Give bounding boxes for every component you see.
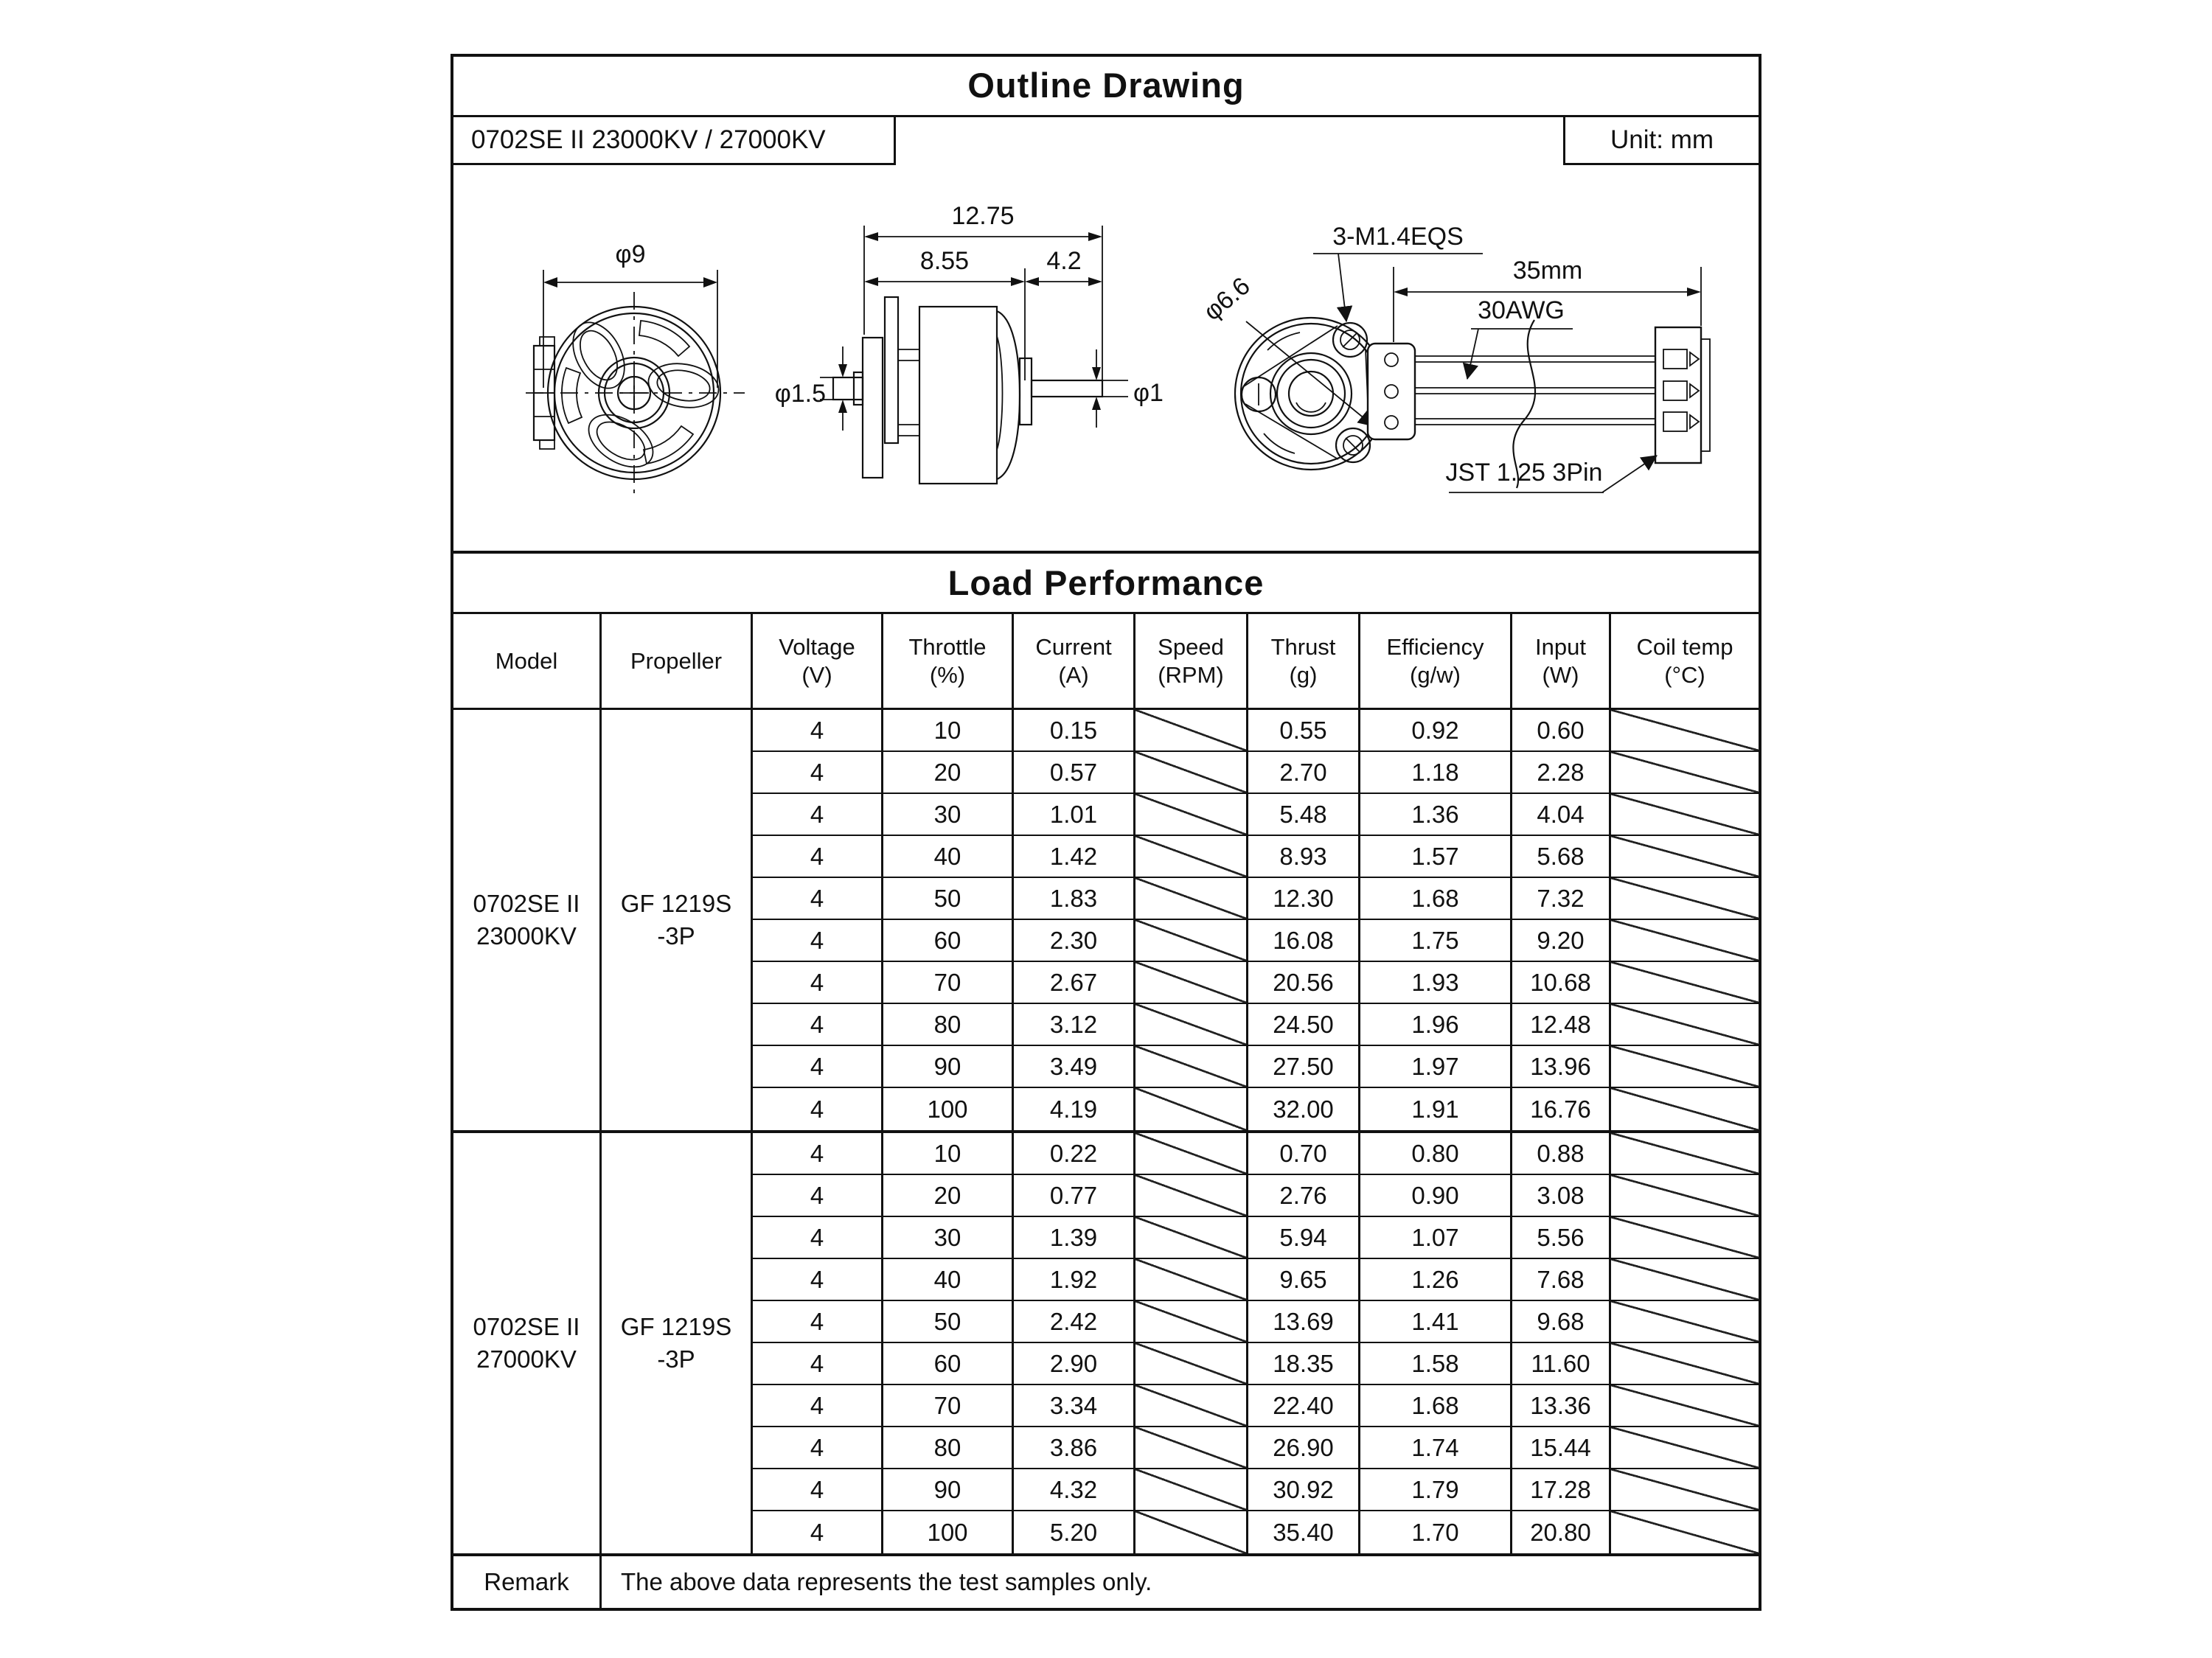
table-cell: 0.92	[1360, 710, 1512, 752]
remark-row	[453, 1556, 1759, 1608]
table-cell: 0.70	[1248, 1133, 1360, 1175]
table-cell: 4	[753, 710, 883, 752]
table-cell: 5.48	[1248, 794, 1360, 836]
motor-outline-drawing	[453, 165, 1759, 551]
table-cell: 4	[753, 878, 883, 920]
table-cell: 9.65	[1248, 1259, 1360, 1301]
table-cell: 13.69	[1248, 1301, 1360, 1343]
table-cell	[1611, 962, 1759, 1004]
table-cell: 1.41	[1360, 1301, 1512, 1343]
table-cell: 3.49	[1014, 1046, 1135, 1088]
model-group	[453, 1133, 1759, 1556]
table-cell: 1.57	[1360, 836, 1512, 878]
outline-drawing-section	[453, 117, 1759, 551]
front-view	[526, 240, 745, 497]
table-cell: 20.56	[1248, 962, 1360, 1004]
table-cell: 1.68	[1360, 1385, 1512, 1427]
table-cell: 2.76	[1248, 1175, 1360, 1217]
table-cell: 0.15	[1014, 710, 1135, 752]
table-cell: 50	[883, 878, 1014, 920]
table-cell	[1611, 836, 1759, 878]
table-cell: 100	[883, 1511, 1014, 1553]
table-cell	[1135, 878, 1248, 920]
table-cell: 1.39	[1014, 1217, 1135, 1259]
table-cell: 4	[753, 1046, 883, 1088]
table-cell: 4	[753, 962, 883, 1004]
boss-dia-label: φ6.6	[1198, 271, 1256, 327]
table-cell: 1.70	[1360, 1511, 1512, 1553]
table-cell: 20	[883, 1175, 1014, 1217]
table-cell	[1611, 920, 1759, 962]
table-cell: 10	[883, 1133, 1014, 1175]
table-cell: 4	[753, 1343, 883, 1385]
table-cell	[1135, 1301, 1248, 1343]
model-group	[453, 710, 1759, 1133]
table-cell	[1611, 1133, 1759, 1175]
load-performance-title: Load Performance	[453, 551, 1759, 614]
table-cell: 100	[883, 1088, 1014, 1130]
table-cell: 1.83	[1014, 878, 1135, 920]
col-header-coil-temp: Coil temp (°C)	[1636, 633, 1733, 688]
table-cell: 4	[753, 794, 883, 836]
col-header-voltage: Voltage (V)	[753, 614, 883, 708]
table-cell: 13.36	[1512, 1385, 1611, 1427]
table-cell: 7.32	[1512, 878, 1611, 920]
model-cell-line: 0702SE II	[473, 890, 580, 917]
remark-label: Remark	[453, 1556, 602, 1608]
propeller-cell	[602, 710, 753, 1130]
table-cell: 1.96	[1360, 1004, 1512, 1046]
table-cell	[1135, 1217, 1248, 1259]
dim-front-diameter: φ9	[615, 240, 646, 268]
table-cell: 90	[883, 1046, 1014, 1088]
table-cell	[1135, 1175, 1248, 1217]
model-cell-line: 0702SE II	[473, 1313, 580, 1340]
table-cell: 1.93	[1360, 962, 1512, 1004]
table-cell: 4	[753, 1511, 883, 1553]
table-cell: 1.36	[1360, 794, 1512, 836]
table-cell: 2.67	[1014, 962, 1135, 1004]
table-cell	[1135, 1259, 1248, 1301]
table-cell: 70	[883, 1385, 1014, 1427]
propeller-cell	[602, 1133, 753, 1553]
table-cell: 4	[753, 1133, 883, 1175]
table-cell: 1.97	[1360, 1046, 1512, 1088]
table-cell: 0.60	[1512, 710, 1611, 752]
propeller-cell-line: -3P	[657, 922, 695, 950]
table-cell: 1.68	[1360, 878, 1512, 920]
datasheet	[451, 54, 1761, 1611]
table-cell: 1.74	[1360, 1427, 1512, 1469]
model-variant-label: 0702SE II 23000KV / 27000KV	[453, 117, 896, 165]
table-cell	[1611, 1469, 1759, 1511]
table-cell: 13.96	[1512, 1046, 1611, 1088]
table-cell	[1611, 794, 1759, 836]
table-cell: 5.20	[1014, 1511, 1135, 1553]
table-cell: 20.80	[1512, 1511, 1611, 1553]
propeller-cell-line: GF 1219S	[620, 890, 732, 917]
dim-rear-shaft-length: 4.2	[1046, 247, 1082, 275]
table-cell: 3.08	[1512, 1175, 1611, 1217]
table-cell: 80	[883, 1004, 1014, 1046]
wire-gauge-label: 30AWG	[1478, 296, 1565, 324]
table-cell: 3.86	[1014, 1427, 1135, 1469]
propeller-cell-line: GF 1219S	[620, 1313, 732, 1340]
table-cell: 0.80	[1360, 1133, 1512, 1175]
table-cell: 2.70	[1248, 752, 1360, 794]
table-cell: 22.40	[1248, 1385, 1360, 1427]
table-cell: 3.34	[1014, 1385, 1135, 1427]
table-cell	[1611, 1301, 1759, 1343]
table-cell	[1611, 1385, 1759, 1427]
model-cell	[453, 710, 602, 1130]
table-cell: 4	[753, 1217, 883, 1259]
table-cell	[1611, 710, 1759, 752]
table-cell	[1135, 1469, 1248, 1511]
col-header-efficiency: Efficiency (g/w)	[1360, 614, 1512, 708]
table-cell	[1135, 1511, 1248, 1553]
table-cell	[1135, 1046, 1248, 1088]
col-header-model: Model	[453, 614, 602, 708]
table-cell: 1.79	[1360, 1469, 1512, 1511]
table-cell	[1611, 1343, 1759, 1385]
table-cell	[1135, 710, 1248, 752]
table-cell	[1135, 1385, 1248, 1427]
unit-label: Unit: mm	[1563, 117, 1759, 165]
col-header-propeller: Propeller	[602, 614, 753, 708]
dim-rear-shaft-dia: φ1	[1133, 379, 1164, 407]
table-cell: 16.76	[1512, 1088, 1611, 1130]
dim-body-length: 8.55	[919, 247, 970, 275]
table-cell: 40	[883, 1259, 1014, 1301]
table-cell: 17.28	[1512, 1469, 1611, 1511]
table-cell: 4.32	[1014, 1469, 1135, 1511]
table-cell: 18.35	[1248, 1343, 1360, 1385]
table-cell: 16.08	[1248, 920, 1360, 962]
table-cell: 1.26	[1360, 1259, 1512, 1301]
table-cell	[1135, 836, 1248, 878]
table-cell: 5.56	[1512, 1217, 1611, 1259]
table-cell: 4	[753, 1175, 883, 1217]
table-cell: 15.44	[1512, 1427, 1611, 1469]
table-cell	[1611, 1175, 1759, 1217]
table-cell: 1.92	[1014, 1259, 1135, 1301]
table-cell: 5.94	[1248, 1217, 1360, 1259]
table-cell: 4	[753, 1469, 883, 1511]
table-cell: 3.12	[1014, 1004, 1135, 1046]
dim-front-shaft-dia: φ1.5	[774, 380, 826, 408]
table-cell	[1135, 1427, 1248, 1469]
table-cell: 0.77	[1014, 1175, 1135, 1217]
table-cell: 80	[883, 1427, 1014, 1469]
table-cell: 7.68	[1512, 1259, 1611, 1301]
table-cell: 5.68	[1512, 836, 1611, 878]
table-cell: 2.42	[1014, 1301, 1135, 1343]
table-cell: 50	[883, 1301, 1014, 1343]
table-cell: 4	[753, 1301, 883, 1343]
table-cell	[1611, 752, 1759, 794]
col-header-input: Input (W)	[1512, 614, 1611, 708]
table-cell: 1.07	[1360, 1217, 1512, 1259]
table-cell: 10.68	[1512, 962, 1611, 1004]
table-cell: 9.68	[1512, 1301, 1611, 1343]
table-cell	[1135, 1343, 1248, 1385]
table-cell: 1.42	[1014, 836, 1135, 878]
table-cell: 0.90	[1360, 1175, 1512, 1217]
table-cell: 32.00	[1248, 1088, 1360, 1130]
remark-text: The above data represents the test samples only.	[621, 1568, 1152, 1595]
table-cell	[1611, 1088, 1759, 1130]
table-cell	[1611, 1004, 1759, 1046]
table-cell	[1611, 1046, 1759, 1088]
table-cell: 26.90	[1248, 1427, 1360, 1469]
table-cell: 4.04	[1512, 794, 1611, 836]
table-cell: 4	[753, 1004, 883, 1046]
table-cell: 30	[883, 794, 1014, 836]
table-cell	[1611, 1427, 1759, 1469]
table-cell	[1611, 1259, 1759, 1301]
table-cell	[1611, 1217, 1759, 1259]
table-cell: 0.22	[1014, 1133, 1135, 1175]
table-cell: 40	[883, 836, 1014, 878]
model-cell-line: 23000KV	[476, 922, 577, 950]
rear-view	[1198, 223, 1710, 492]
connector-label: JST 1.25 3Pin	[1445, 459, 1603, 487]
table-cell: 0.88	[1512, 1133, 1611, 1175]
table-cell	[1135, 920, 1248, 962]
table-cell	[1611, 878, 1759, 920]
table-cell: 12.30	[1248, 878, 1360, 920]
table-cell: 60	[883, 920, 1014, 962]
col-header-current: Current (A)	[1014, 614, 1135, 708]
table-cell: 1.75	[1360, 920, 1512, 962]
table-cell	[1611, 1511, 1759, 1553]
dim-wire-length: 35mm	[1512, 257, 1583, 285]
table-cell: 70	[883, 962, 1014, 1004]
table-cell	[1135, 1088, 1248, 1130]
table-cell: 4.19	[1014, 1088, 1135, 1130]
table-cell: 10	[883, 710, 1014, 752]
table-cell	[1135, 752, 1248, 794]
table-cell: 1.58	[1360, 1343, 1512, 1385]
table-cell: 12.48	[1512, 1004, 1611, 1046]
table-cell: 4	[753, 1385, 883, 1427]
model-cell-line: 27000KV	[476, 1345, 577, 1373]
table-cell: 1.18	[1360, 752, 1512, 794]
screw-callout-label: 3-M1.4EQS	[1332, 223, 1464, 251]
dim-total-length: 12.75	[951, 202, 1015, 230]
table-cell: 1.01	[1014, 794, 1135, 836]
table-cell: 2.90	[1014, 1343, 1135, 1385]
table-cell: 90	[883, 1469, 1014, 1511]
table-cell: 60	[883, 1343, 1014, 1385]
table-cell: 20	[883, 752, 1014, 794]
col-header-thrust: Thrust (g)	[1248, 614, 1360, 708]
side-view	[775, 202, 1164, 484]
table-cell: 2.30	[1014, 920, 1135, 962]
table-cell: 30.92	[1248, 1469, 1360, 1511]
table-cell: 4	[753, 752, 883, 794]
performance-table-header	[453, 614, 1759, 710]
table-cell: 4	[753, 1427, 883, 1469]
table-cell: 30	[883, 1217, 1014, 1259]
table-cell: 2.28	[1512, 752, 1611, 794]
model-cell	[453, 1133, 602, 1553]
table-cell: 11.60	[1512, 1343, 1611, 1385]
table-cell	[1135, 1133, 1248, 1175]
table-cell	[1135, 962, 1248, 1004]
table-cell: 0.57	[1014, 752, 1135, 794]
table-cell	[1135, 794, 1248, 836]
col-header-speed: Speed (RPM)	[1135, 614, 1248, 708]
table-cell: 8.93	[1248, 836, 1360, 878]
table-cell: 4	[753, 1259, 883, 1301]
table-cell: 4	[753, 1088, 883, 1130]
table-cell: 27.50	[1248, 1046, 1360, 1088]
table-cell: 4	[753, 836, 883, 878]
table-cell: 24.50	[1248, 1004, 1360, 1046]
col-header-throttle: Throttle (%)	[883, 614, 1014, 708]
table-cell: 9.20	[1512, 920, 1611, 962]
propeller-cell-line: -3P	[657, 1345, 695, 1373]
outline-drawing-title: Outline Drawing	[453, 57, 1759, 117]
table-cell	[1135, 1004, 1248, 1046]
performance-table-body	[453, 710, 1759, 1556]
table-cell: 35.40	[1248, 1511, 1360, 1553]
table-cell: 4	[753, 920, 883, 962]
table-cell: 1.91	[1360, 1088, 1512, 1130]
table-cell: 0.55	[1248, 710, 1360, 752]
